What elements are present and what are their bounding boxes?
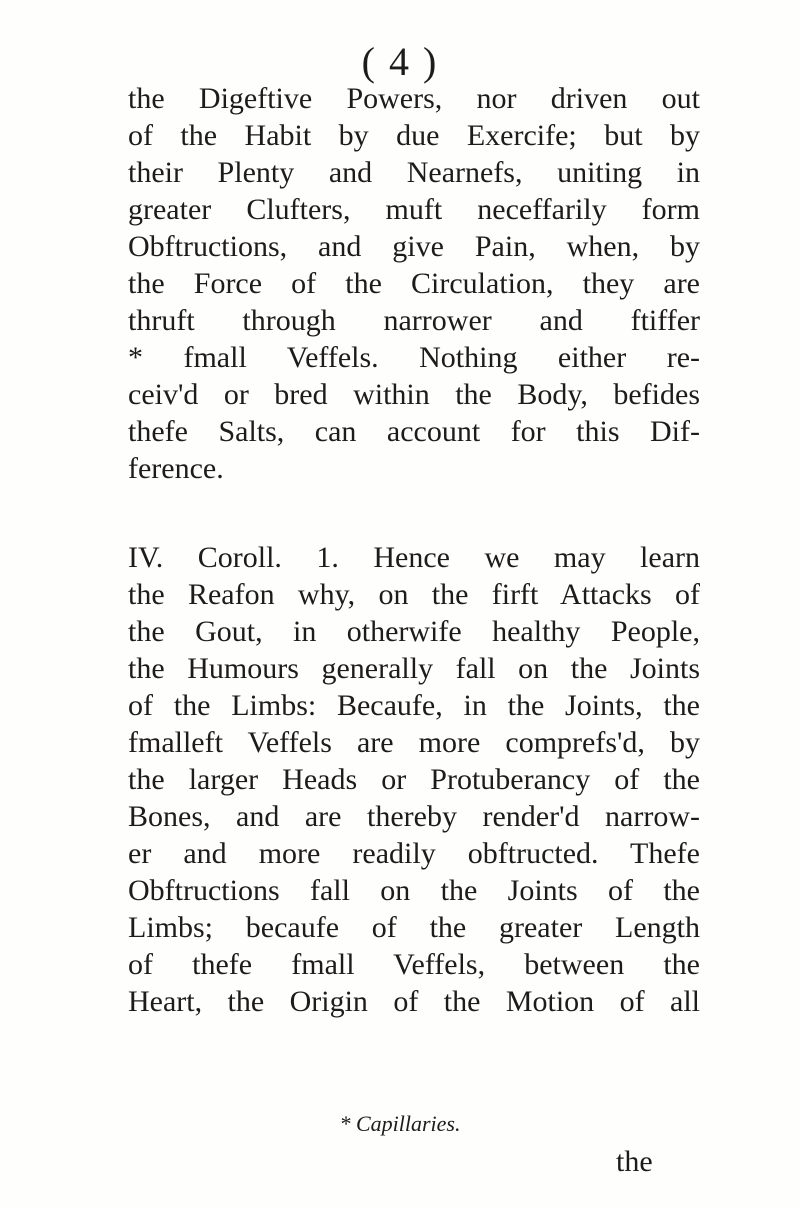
text-line: of the Habit by due Exercife; but by [128, 119, 700, 152]
text-line: Obftructions, and give Pain, when, by [128, 230, 700, 263]
text-line: the Digeftive Powers, nor driven out [128, 82, 700, 115]
text-line: thruft through narrower and ftiffer [128, 304, 700, 337]
catchword: the [616, 1145, 653, 1178]
paragraph-1 [128, 80, 700, 487]
footnote: * Capillaries. [339, 1111, 461, 1136]
text-line: Bones, and are thereby render'd narrow- [128, 800, 700, 833]
page-number: ( 4 ) [361, 39, 439, 84]
text-line: greater Clufters, muft neceffarily form [128, 193, 700, 226]
text-line: the larger Heads or Protuberancy of the [128, 763, 700, 796]
text-line: of the Limbs: Becaufe, in the Joints, the [128, 689, 700, 722]
paragraph-2 [128, 539, 700, 1020]
text-line: Heart, the Origin of the Motion of all [128, 985, 700, 1018]
paragraph-gap [128, 487, 700, 539]
text-line: ceiv'd or bred within the Body, befides [128, 378, 700, 411]
text-line: ference. [128, 452, 224, 485]
text-line: of thefe fmall Veffels, between the [128, 948, 700, 981]
body-text [128, 80, 700, 1020]
text-line: thefe Salts, can account for this Dif- [128, 415, 700, 448]
text-line: the Force of the Circulation, they are [128, 267, 700, 300]
text-line: the Humours generally fall on the Joints [128, 652, 700, 685]
text-line: Obftructions fall on the Joints of the [128, 874, 700, 907]
text-line: IV. Coroll. 1. Hence we may learn [128, 541, 700, 574]
text-line: er and more readily obftructed. Thefe [128, 837, 700, 870]
text-line: Limbs; becaufe of the greater Length [128, 911, 700, 944]
text-line: fmalleft Veffels are more comprefs'd, by [128, 726, 700, 759]
text-line: their Plenty and Nearnefs, uniting in [128, 156, 700, 189]
text-line: the Gout, in otherwife healthy People, [128, 615, 700, 648]
text-line: * fmall Veffels. Nothing either re- [128, 341, 700, 374]
text-line: the Reafon why, on the firft Attacks of [128, 578, 700, 611]
